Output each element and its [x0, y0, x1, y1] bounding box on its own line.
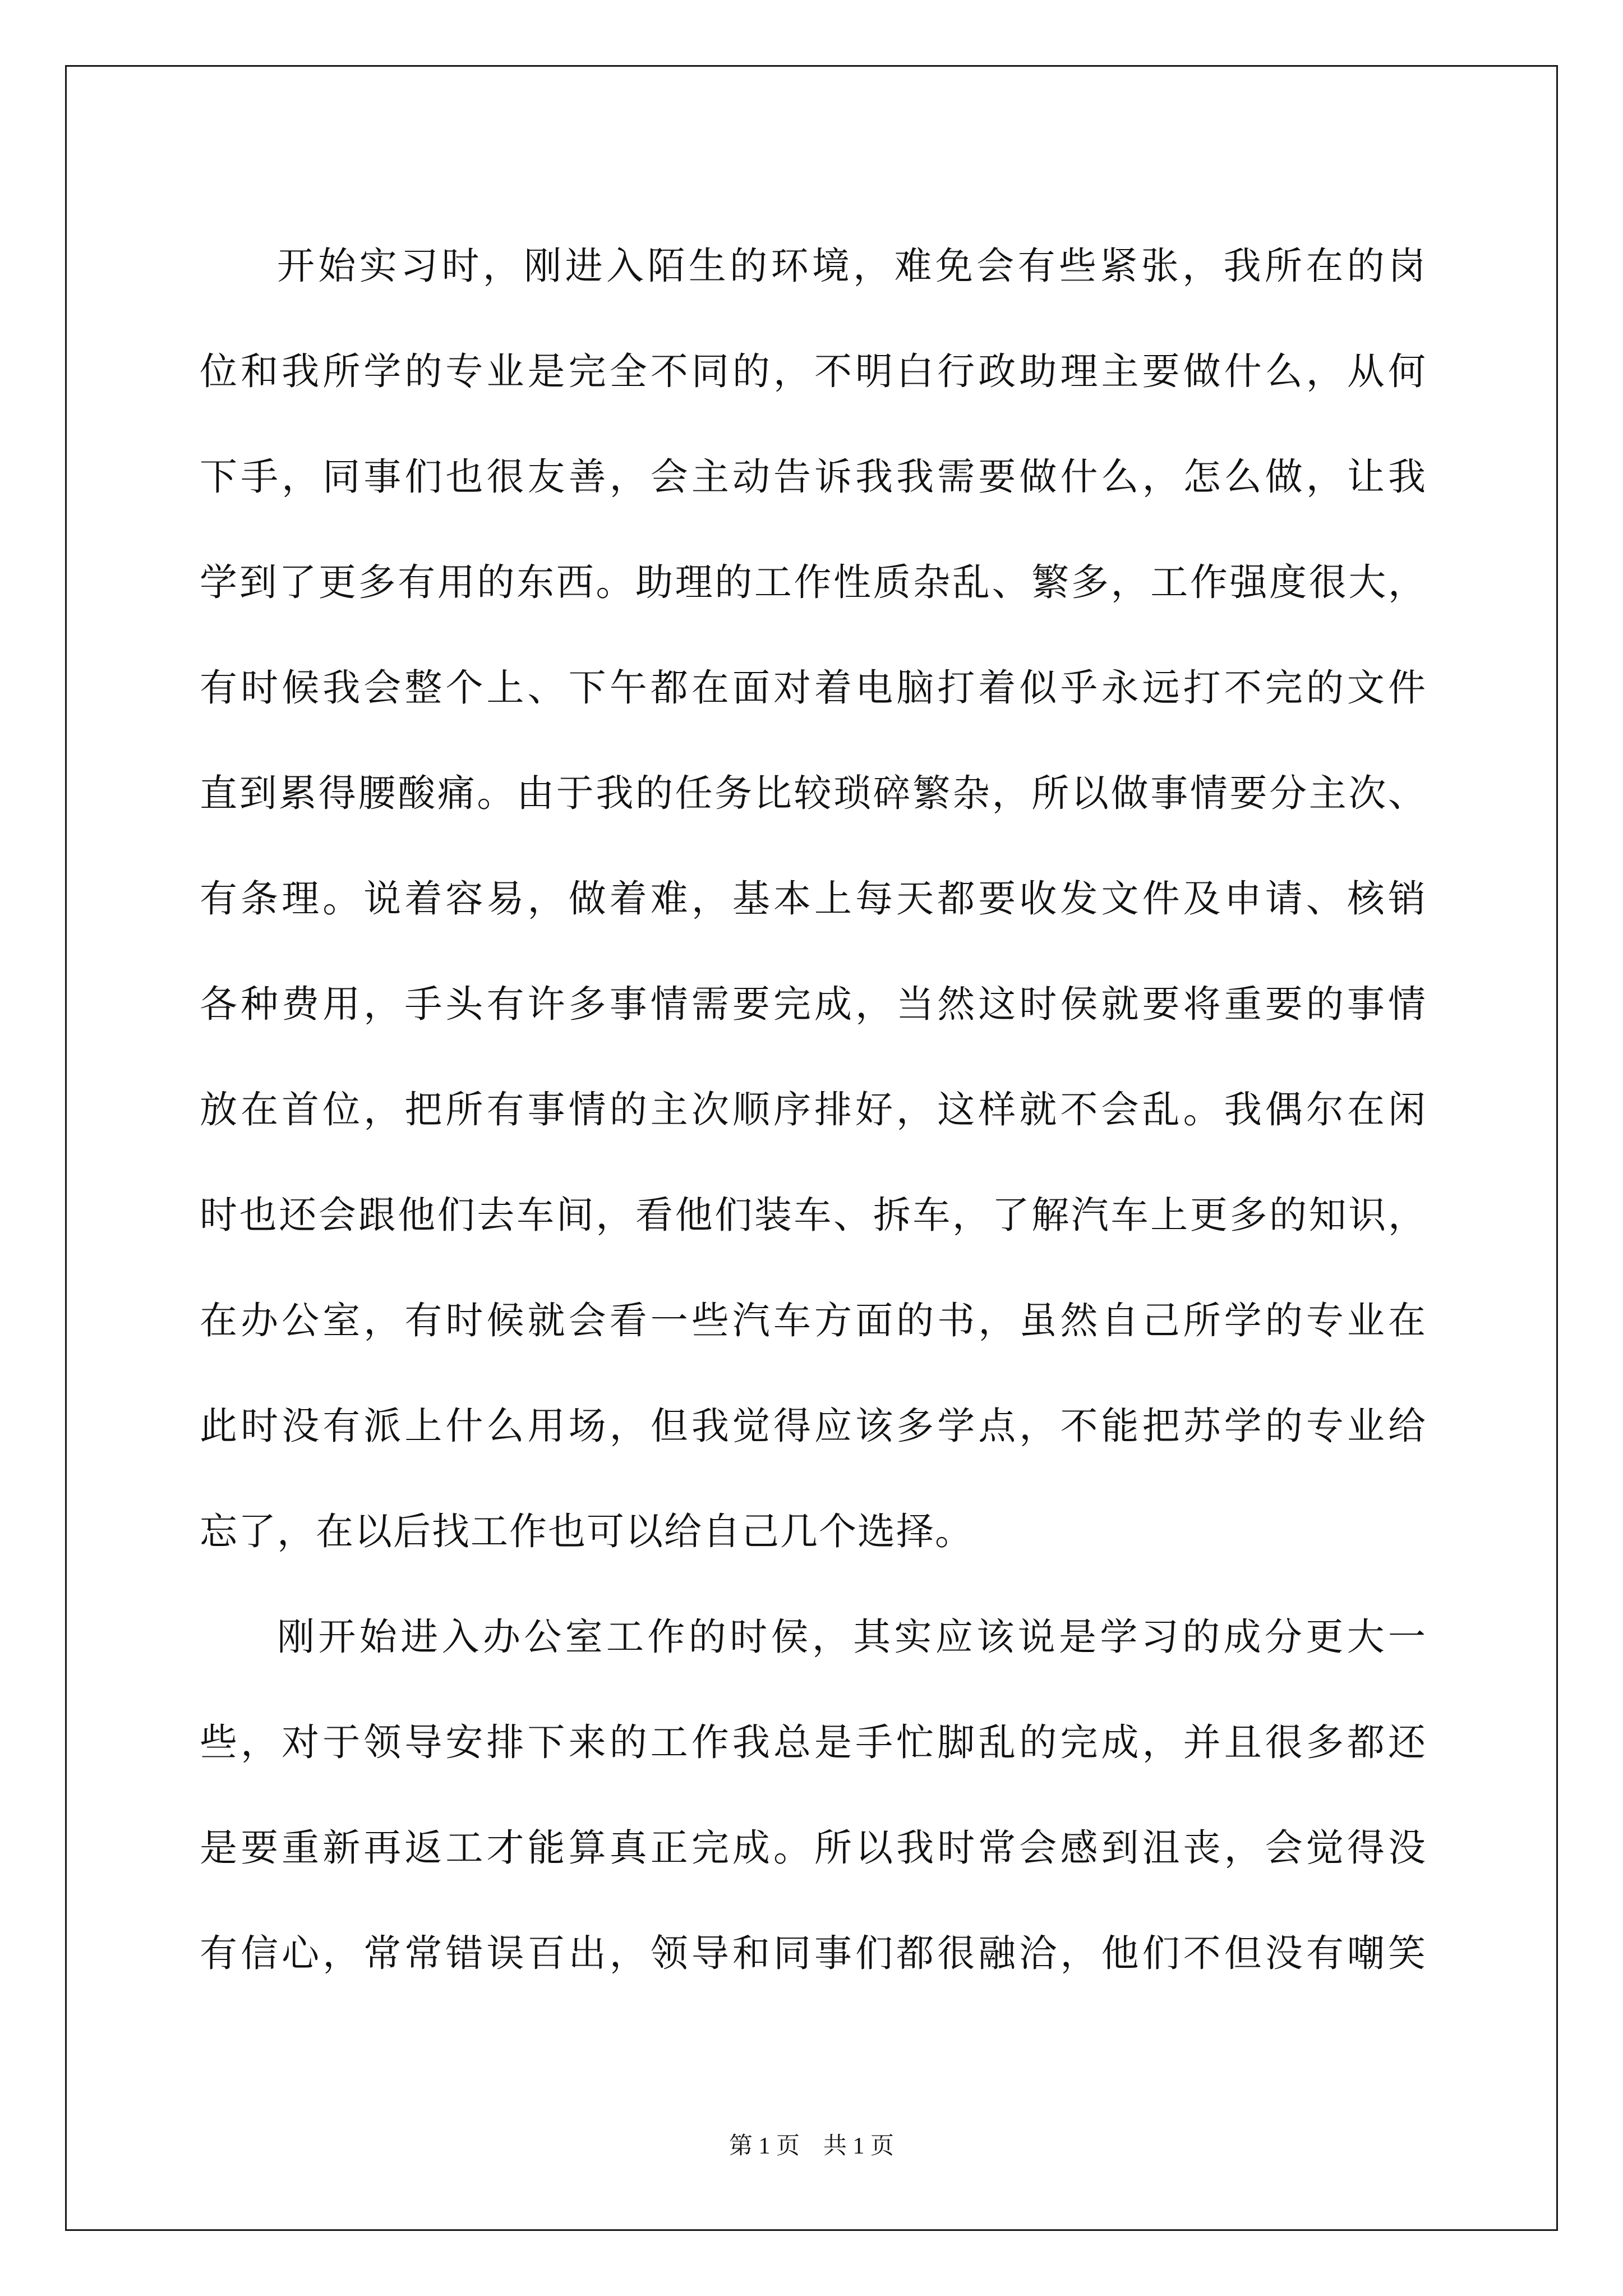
text-line: 位和我所学的专业是完全不同的，不明白行政助理主要做什么，从何 [200, 349, 1427, 393]
page-number-label: 第 1 页 共 1 页 [728, 2133, 894, 2159]
paragraph-2 [200, 1584, 1427, 2006]
text-line: 时也还会跟他们去车间，看他们装车、拆车，了解汽车上更多的知识， [200, 1193, 1427, 1237]
text-line: 刚开始进入办公室工作的时侯，其实应该说是学习的成分更大一 [277, 1615, 1427, 1659]
text-line: 此时没有派上什么用场，但我觉得应该多学点，不能把苏学的专业给 [200, 1404, 1427, 1448]
text-line: 些，对于领导安排下来的工作我总是手忙脚乱的完成，并且很多都还 [200, 1720, 1427, 1764]
text-line: 学到了更多有用的东西。助理的工作性质杂乱、繁多，工作强度很大， [200, 560, 1427, 604]
text-line: 各种费用，手头有许多事情需要完成，当然这时侯就要将重要的事情 [200, 982, 1427, 1026]
page-footer [0, 2127, 1623, 2161]
text-line: 有时候我会整个上、下午都在面对着电脑打着似乎永远打不完的文件 [200, 666, 1427, 710]
text-line: 直到累得腰酸痛。由于我的任务比较琐碎繁杂，所以做事情要分主次、 [200, 771, 1427, 815]
text-line: 在办公室，有时候就会看一些汽车方面的书，虽然自己所学的专业在 [200, 1299, 1427, 1342]
text-line: 下手，同事们也很友善，会主动告诉我我需要做什么，怎么做，让我 [200, 455, 1427, 499]
text-line: 开始实习时，刚进入陌生的环境，难免会有些紧张，我所在的岗 [277, 244, 1427, 288]
text-line: 有信心，常常错误百出，领导和同事们都很融洽，他们不但没有嘲笑 [200, 1931, 1427, 1975]
text-line: 忘了，在以后找工作也可以给自己几个选择。 [200, 1510, 974, 1553]
paragraph-1 [200, 213, 1427, 1584]
text-line: 是要重新再返工才能算真正完成。所以我时常会感到沮丧，会觉得没 [200, 1826, 1427, 1870]
text-line: 有条理。说着容易，做着难，基本上每天都要收发文件及申请、核销 [200, 877, 1427, 921]
document-body [200, 213, 1427, 2006]
text-line: 放在首位，把所有事情的主次顺序排好，这样就不会乱。我偶尔在闲 [200, 1088, 1427, 1131]
